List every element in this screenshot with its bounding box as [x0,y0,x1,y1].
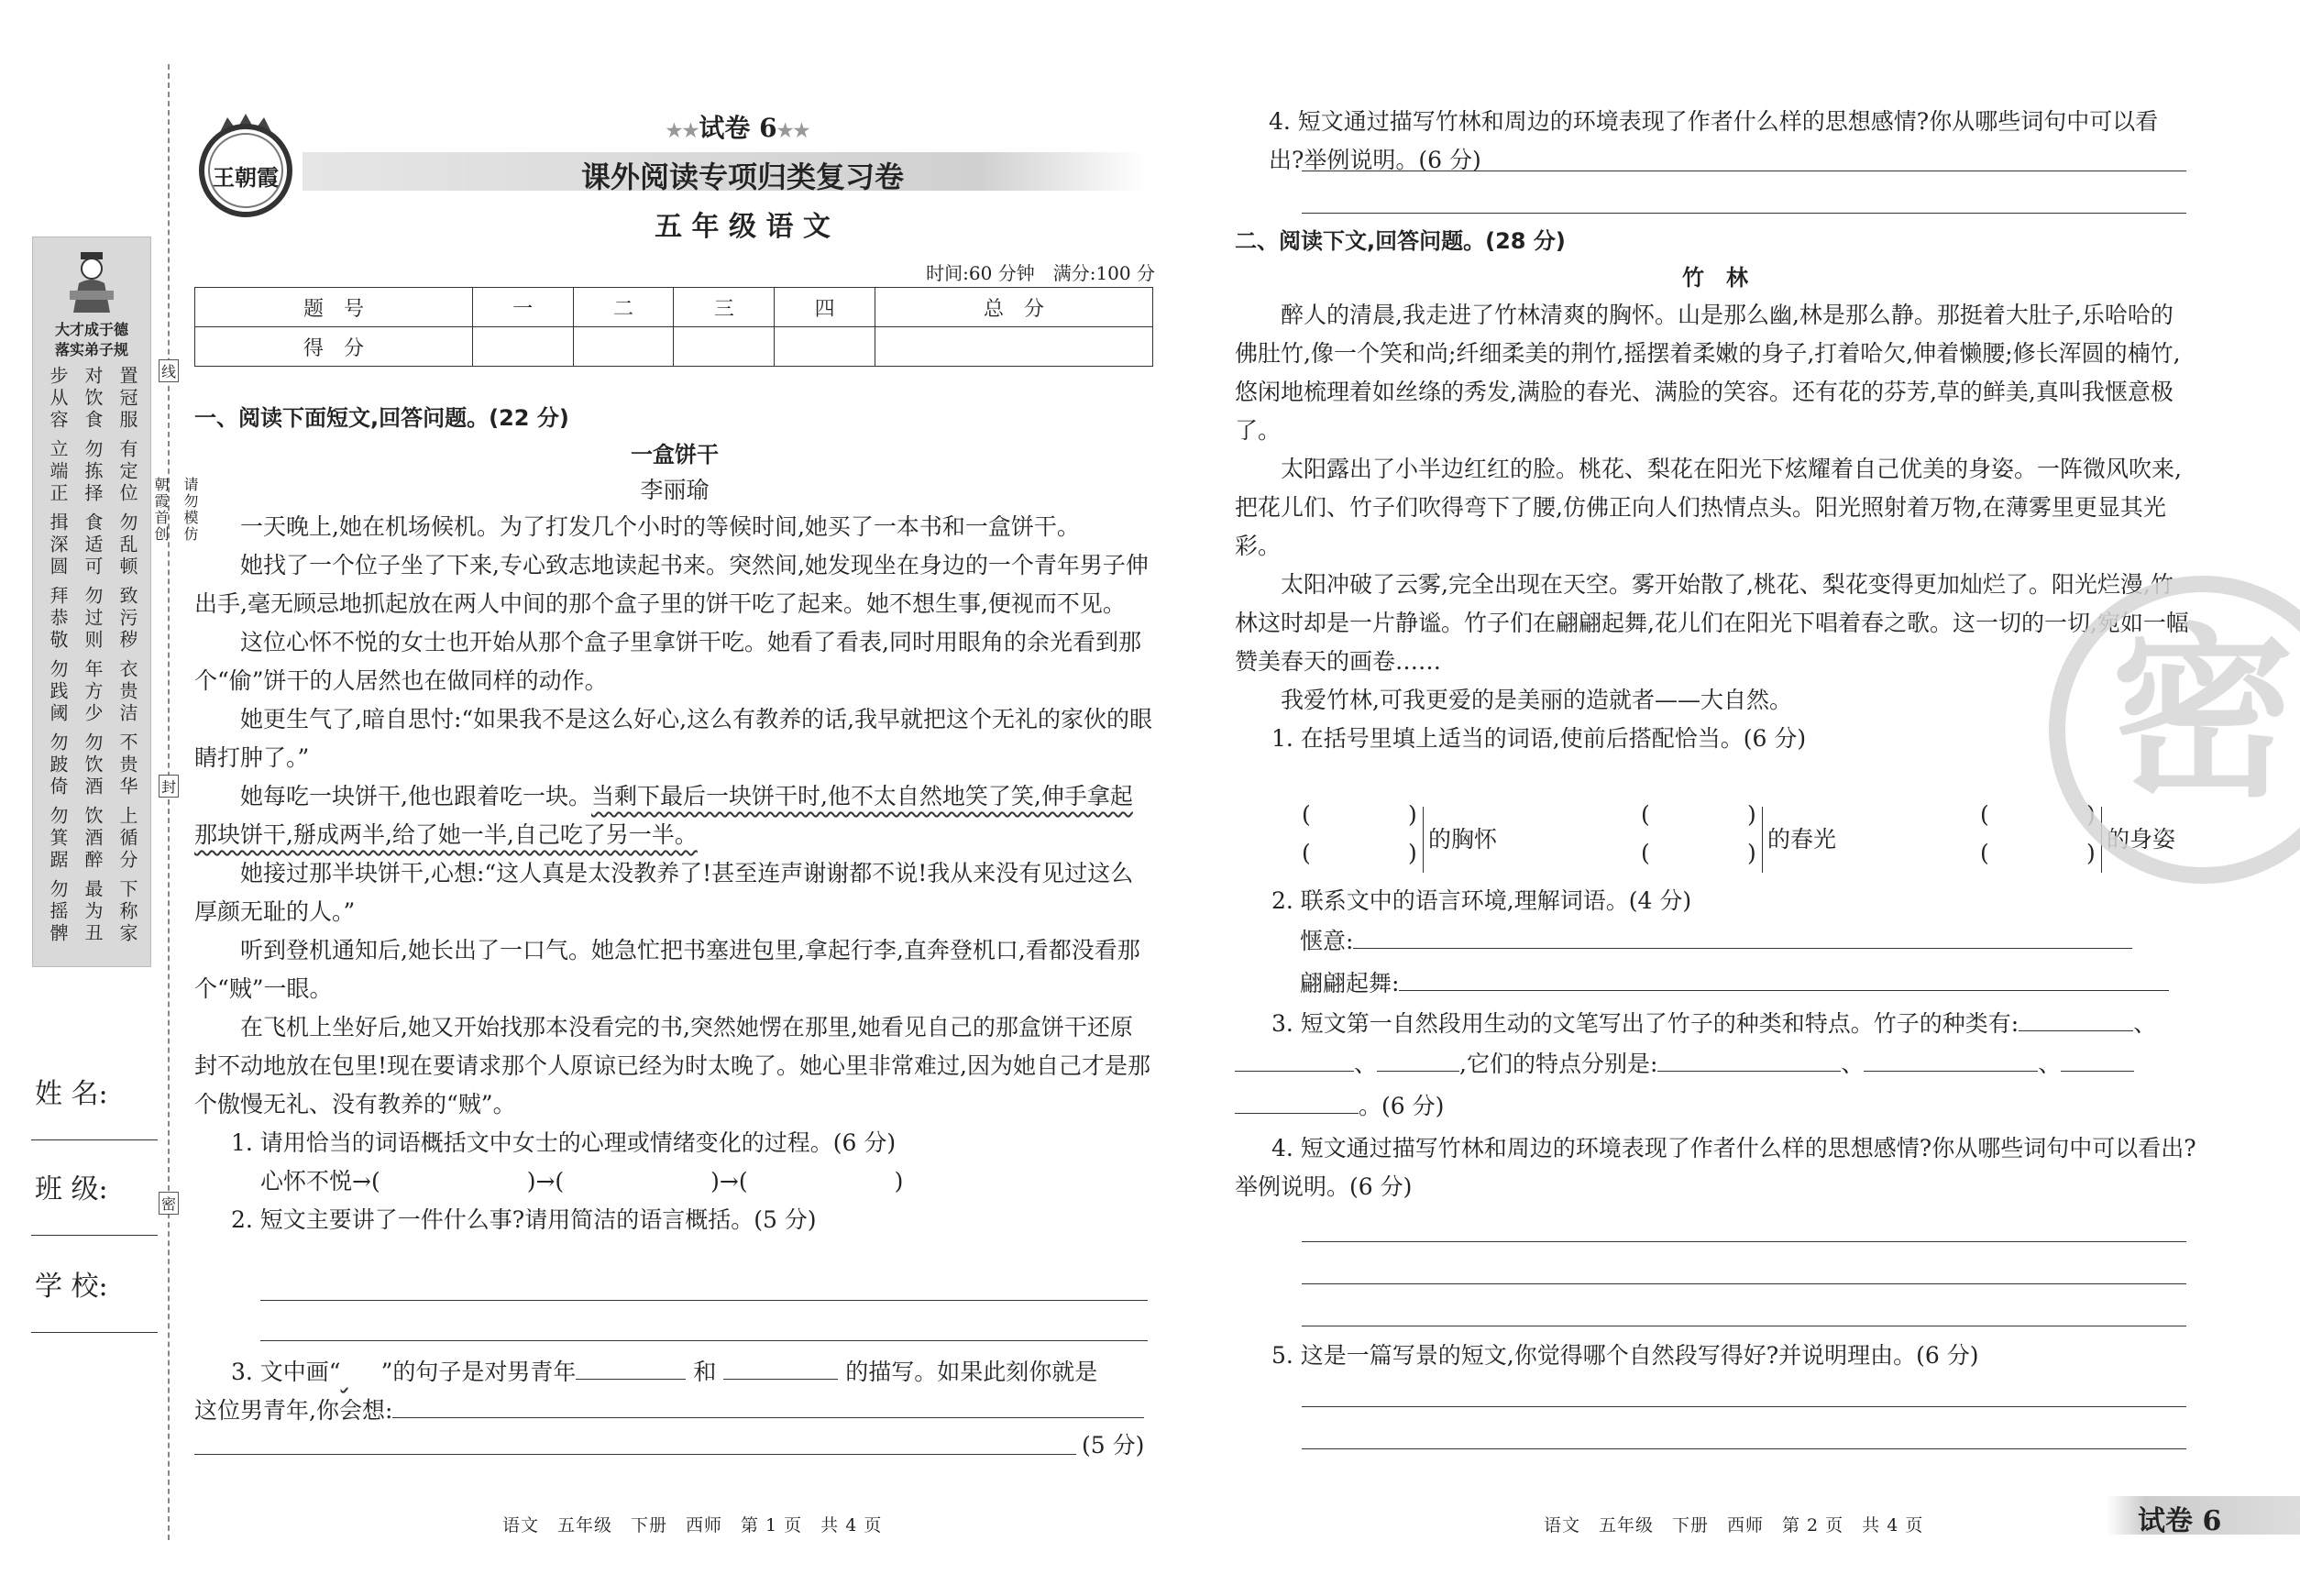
stamp-text: 密 [2110,609,2294,822]
motto-column: 勿箕踞 [47,806,69,872]
answer-line[interactable] [1302,1448,2186,1449]
story-paragraph: 她接过那半块饼干,心想:“这人真是太没教养了!甚至连声谢谢都不说!我从来没有见过这么厚颜无耻的人。” [194,860,1134,925]
score-input-row [195,327,1153,367]
banner-line: 大才成于德 [54,321,128,338]
story-paragraph: 在飞机上坐好后,她又开始找那本没看完的书,突然她愣在那里,她看见自己的那盒饼干还原封不动地放在包里!现在要请求那个人原谅已经为时太晚了。她心里非常难过,因为她自己才是那个傲慢无礼、没有教养的“贼”。 [194,1014,1150,1117]
q3-text: 的描写。如果此刻你就是 [845,1359,1098,1385]
story-paragraph: 醉人的清晨,我走进了竹林清爽的胸怀。山是那么幽,林是那么静。那挺着大肚子,乐哈哈的佛肚竹,像一个笑和尚;纤细柔美的荆竹,摇摆着柔嫩的身子,打着哈欠,伸着懒腰;修长浑圆的楠竹,悠闲地梳理着如丝绦的秀发,满脸的春光、满脸的笑容。还有花的芬芳,草的鲜美,真叫我惬意极了。 [1235,302,2181,444]
question-1: 1. 请用恰当的词语概括文中女士的心理或情绪变化的过程。(6 分) [231,1129,897,1156]
story-title: 一盒饼干 [631,442,719,468]
time-info: 时间:60 分钟 满分:100 分 [926,262,1155,284]
paper-title: 课外阅读专项归类复习卷 [580,160,904,194]
score-cell: 四 [775,288,875,327]
question-5: 5. 这是一篇写景的短文,你觉得哪个自然段写得好?并说明理由。(6 分) [1271,1342,1979,1369]
answer-line[interactable] [1302,1406,2186,1407]
logo [191,108,301,218]
answer-blank[interactable] [2061,1051,2134,1072]
story-paragraph: 她找了一个位子坐了下来,专心致志地读起书来。突然间,她发现坐在身边的一个青年男子伸出手,毫无顾忌地抓起放在两人中间的那个盒子里的饼干吃了起来。她不想生事,便视而不见。 [194,552,1149,617]
section1 [194,400,1155,1239]
motto-column: 不贵华 [116,732,138,798]
section2-heading: 二、阅读下文,回答问题。(28 分) [1235,228,1566,254]
class-field[interactable] [35,1166,159,1239]
side-note-text: 朝霞首创 [152,477,170,543]
question-4: 4. 短文通过描写竹林和周边的环境表现了作者什么样的思想感情?你从哪些词句中可以看出?举例说明。(6 分) [1269,108,2159,173]
paper-badge: ★★试卷 6★★ [666,113,810,143]
score-table [194,287,1153,367]
q3-sep: 、 [2038,1051,2062,1077]
motto-banner [37,320,147,360]
answer-blank[interactable] [1235,1093,1359,1114]
section2 [1235,223,2195,758]
answer-line[interactable] [1302,1283,2186,1284]
motto-column: 勿饮酒 [82,732,104,798]
emotion-chain[interactable] [194,1162,1155,1201]
q3-text: ,它们的特点分别是: [1459,1051,1658,1077]
score-cell: 二 [573,288,674,327]
seal-mark-line: 线 [159,359,179,382]
seal-mark-seal: 封 [159,775,179,798]
answer-blank[interactable] [1353,928,2132,949]
question-2: 2. 联系文中的语言环境,理解词语。(4 分) [1271,887,1692,914]
wavy-mark-sample [341,1353,381,1392]
word-qieyi[interactable] [1300,922,2189,961]
vocab-word: 惬意: [1300,928,1354,954]
motto-column: 拜恭敬 [47,586,69,652]
logo-text: 王朝霞 [213,164,279,191]
score-input[interactable] [573,327,674,367]
q3-sep: 、 [1354,1051,1378,1077]
q3-text: 3. 文中画“ [231,1359,341,1385]
story-author: 李丽瑜 [640,477,710,503]
story-paragraph: 我爱竹林,可我更爱的是美丽的造就者——大自然。 [1281,687,1792,713]
chain-arrow: )→( [526,1168,565,1194]
motto-column: 勿践阈 [47,659,69,725]
q3-text: 和 [693,1359,717,1385]
q3-text: ”的句子是对男青年 [380,1359,577,1385]
paragraph-text: 她每吃一块饼干,他也跟着吃一块。 [240,783,591,809]
question-3-line2[interactable] [1235,1045,2197,1084]
answer-line[interactable] [260,1300,1148,1301]
question-4-bamboo: 4. 短文通过描写竹林和周边的环境表现了作者什么样的思想感情?你从哪些词句中可以看出?举例说明。(6 分) [1235,1135,2196,1200]
seal-mark-secret: 密 [159,1192,179,1215]
collocation-word: 的身姿 [2107,826,2176,853]
answer-line[interactable] [1302,1241,2186,1242]
class-label: 班 级: [35,1173,108,1205]
word-pianpian[interactable] [1300,964,2189,1003]
school-field[interactable] [35,1263,159,1337]
question-3[interactable] [1271,1005,2197,1043]
score-cell: 一 [472,288,573,327]
scholar-figure-icon [64,250,119,314]
page-footer-left: 语文 五年级 下册 西师 第 1 页 共 4 页 [502,1515,883,1535]
collocation-word: 的胸怀 [1428,826,1498,853]
motto-column: 勿拣择 [82,439,104,505]
paren-group[interactable]: ( ) ( ) 的春光 [1641,801,1962,878]
motto-column: 上循分 [116,806,138,872]
section1-heading: 一、阅读下面短文,回答问题。(22 分) [194,405,569,431]
story-paragraph: 太阳冲破了云雾,完全出现在天空。雾开始散了,桃花、梨花变得更加灿烂了。阳光烂漫,竹林这时却是一片静谧。竹子们在翩翩起舞,花儿们在阳光下唱着春之歌。这一切的一切,宛如一幅赞美春天的画卷…… [1235,571,2189,675]
chain-arrow: )→( [710,1168,748,1194]
motto-grid [40,366,145,962]
paren-group[interactable]: ( ) ( ) 的身姿 [1980,801,2209,878]
answer-blank[interactable] [576,1359,686,1380]
motto-column: 勿过则 [82,586,104,652]
story-paragraph: 这位心怀不悦的女士也开始从那个盒子里拿饼干吃。她看了看表,同时用眼角的余光看到那个“偷”饼干的人居然也在做同样的动作。 [194,629,1141,694]
answer-blank[interactable] [2019,1010,2133,1031]
answer-blank[interactable] [1657,1051,1841,1072]
answer-line[interactable] [1302,213,2186,214]
answer-line[interactable] [260,1340,1148,1341]
star-icon: ★★ [776,119,810,141]
motto-panel [32,237,151,967]
name-field[interactable] [35,1071,159,1144]
motto-column: 步从容 [47,366,69,432]
answer-line[interactable] [194,1454,1076,1455]
question-2: 2. 短文主要讲了一件什么事?请用简洁的语言概括。(5 分) [231,1206,817,1233]
answer-blank[interactable] [1864,1051,2038,1072]
star-icon: ★★ [666,119,699,141]
motto-column: 饮酒醉 [82,806,104,872]
story-paragraph [194,777,1155,854]
motto-column: 立端正 [47,439,69,505]
answer-blank[interactable] [1377,1051,1459,1072]
motto-column: 衣贵洁 [116,659,138,725]
score-cell: 题 号 [195,288,473,327]
page-footer-right: 语文 五年级 下册 西师 第 2 页 共 4 页 [1544,1515,1924,1535]
motto-column: 下称家 [116,879,138,945]
answer-blank[interactable] [1399,970,2169,991]
wavy-underlined-sentence: 当剩下最后一块饼干时,他不太自然地笑了笑,伸手拿起那块饼干,掰成两半,给了她一半,自己吃了另一半。 [194,783,1133,848]
motto-column: 对饮食 [82,366,104,432]
q3-text: 3. 短文第一自然段用生动的文笔写出了竹子的种类和特点。竹子的种类有: [1271,1010,2019,1037]
answer-blank[interactable] [1235,1051,1354,1072]
motto-column: 揖深圆 [47,512,69,578]
score-cell: 得 分 [195,327,473,367]
collocation-word: 的春光 [1767,826,1837,853]
q3-score: 。(6 分) [1359,1093,1445,1119]
score-input[interactable] [472,327,573,367]
motto-column: 致污秽 [116,586,138,652]
motto-column: 勿摇髀 [47,879,69,945]
q3-score: (5 分) [1082,1432,1145,1458]
story-paragraph: 太阳露出了小半边红红的脸。桃花、梨花在阳光下炫耀着自己优美的身姿。一阵微风吹来,把花儿们、竹子们吹得弯下了腰,仿佛正向人们热情点头。阳光照射着万物,在薄雾里更显其光彩。 [1235,456,2182,559]
corner-tag [2107,1496,2300,1535]
motto-column: 置冠服 [116,366,138,432]
motto-column: 勿跛倚 [47,732,69,798]
chain-end: ) [894,1168,904,1194]
q3-sep: 、 [2133,1010,2157,1037]
story-paragraph: 一天晚上,她在机场候机。为了打发几个小时的等候时间,她买了一本书和一盒饼干。 [240,513,1080,540]
score-header-row [195,288,1153,327]
q3-sep: 、 [1841,1051,1865,1077]
school-label: 学 校: [35,1271,108,1303]
answer-blank[interactable] [723,1359,838,1380]
question-3-line2[interactable] [194,1392,1155,1430]
score-input[interactable] [775,327,875,367]
motto-column: 有定位 [116,439,138,505]
side-note-text: 请勿模仿 [182,477,199,543]
story-paragraph: 她更生气了,暗自思忖:“如果我不是这么好心,这么有教养的话,我早就把这个无礼的家伙的眼睛打肿了。” [194,706,1153,771]
score-input[interactable] [674,327,775,367]
question-3[interactable] [231,1353,1157,1392]
story-title: 竹 林 [1682,265,1748,291]
story-paragraph: 听到登机通知后,她长出了一口气。她急忙把书塞进包里,拿起行李,直奔登机口,看都没看那个“贼”一眼。 [194,937,1140,1002]
score-input[interactable] [875,327,1153,367]
subject-title: 五 年 级 语 文 [655,211,831,243]
binding-line [168,64,170,1540]
motto-column: 食适可 [82,512,104,578]
question-1: 1. 在括号里填上适当的词语,使前后搭配恰当。(6 分) [1271,725,1807,752]
motto-column: 勿乱顿 [116,512,138,578]
vocab-word: 翩翩起舞: [1300,970,1400,996]
corner-label: 试卷 6 [2138,1505,2222,1537]
banner-line: 落实弟子规 [54,341,128,358]
score-cell: 三 [674,288,775,327]
paren-group[interactable]: ( ) ( ) 的胸怀 [1302,801,1623,878]
motto-column: 年方少 [82,659,104,725]
motto-column: 最为丑 [82,879,104,945]
score-cell: 总 分 [875,288,1153,327]
answer-blank[interactable] [392,1397,1144,1418]
name-label: 姓 名: [35,1078,108,1110]
q3-text: 这位男青年,你会想: [194,1397,393,1424]
chain-start: 心怀不悦→( [260,1168,380,1194]
question-3-line3[interactable] [1235,1087,1444,1126]
